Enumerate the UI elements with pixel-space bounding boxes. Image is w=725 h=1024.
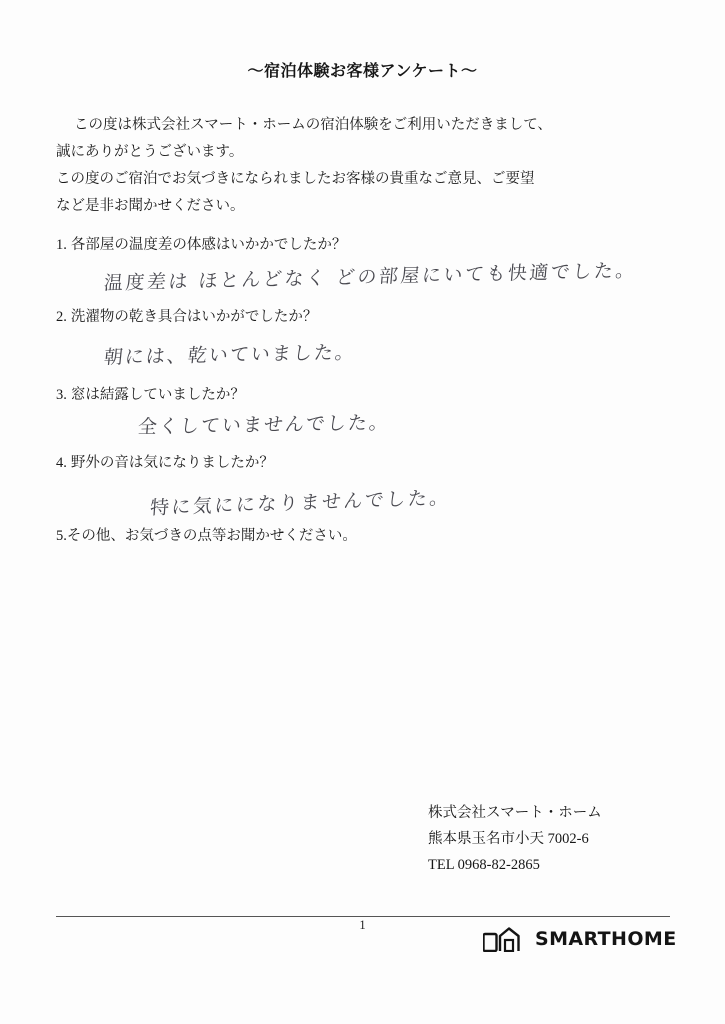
brand-name: SMARTHOME [535, 928, 677, 950]
question-2-number: 2. [56, 309, 67, 325]
question-4-text: 野外の音は気になりましたか？ [70, 455, 274, 471]
question-1 [56, 234, 670, 256]
question-2 [56, 306, 670, 328]
question-3 [56, 384, 670, 406]
house-logo-icon [483, 926, 523, 952]
intro-line-2: 誠にありがとうございます。 [56, 144, 244, 160]
question-5-text: その他、お気づきの点等お聞かせください。 [66, 528, 357, 544]
answer-4-handwritten: 特に気にになりませんでした。 [149, 486, 452, 520]
question-3-text: 窓は結露していましたか？ [70, 387, 245, 403]
answer-3-handwritten: 全くしていませんでした。 [136, 411, 391, 439]
page-number: 1 [359, 918, 366, 932]
question-5 [56, 525, 670, 547]
footer-divider [56, 916, 670, 917]
intro-line-4: など是非お聞かせください。 [56, 198, 245, 214]
page-title: 〜宿泊体験お客様アンケート〜 [247, 63, 478, 80]
question-4-number: 4. [56, 455, 67, 471]
intro-line-1: この度は株式会社スマート・ホームの宿泊体験をご利用いただきまして、 [74, 117, 552, 133]
company-tel: TEL 0968-82-2865 [428, 857, 540, 873]
question-4 [56, 452, 670, 474]
intro-line-3: この度のご宿泊でお気づきになられましたお客様の貴重なご意見、ご要望 [56, 171, 535, 187]
question-5-number: 5. [56, 528, 67, 544]
answer-1-handwritten: 温度差は ほとんどなく どの部屋にいても快適でした。 [103, 259, 638, 295]
answer-2-handwritten: 朝には、乾いていました。 [102, 341, 357, 369]
company-info [428, 800, 602, 878]
question-1-text: 各部屋の温度差の体感はいかかでしたか？ [70, 237, 347, 253]
question-2-text: 洗濯物の乾き具合はいかがでしたか？ [70, 309, 318, 325]
company-name: 株式会社スマート・ホーム [428, 805, 602, 821]
brand-logo [483, 926, 677, 952]
company-address: 熊本県玉名市小天 7002-6 [428, 831, 589, 847]
question-3-number: 3. [56, 387, 67, 403]
intro-paragraph [56, 112, 670, 220]
question-1-number: 1. [56, 237, 67, 253]
